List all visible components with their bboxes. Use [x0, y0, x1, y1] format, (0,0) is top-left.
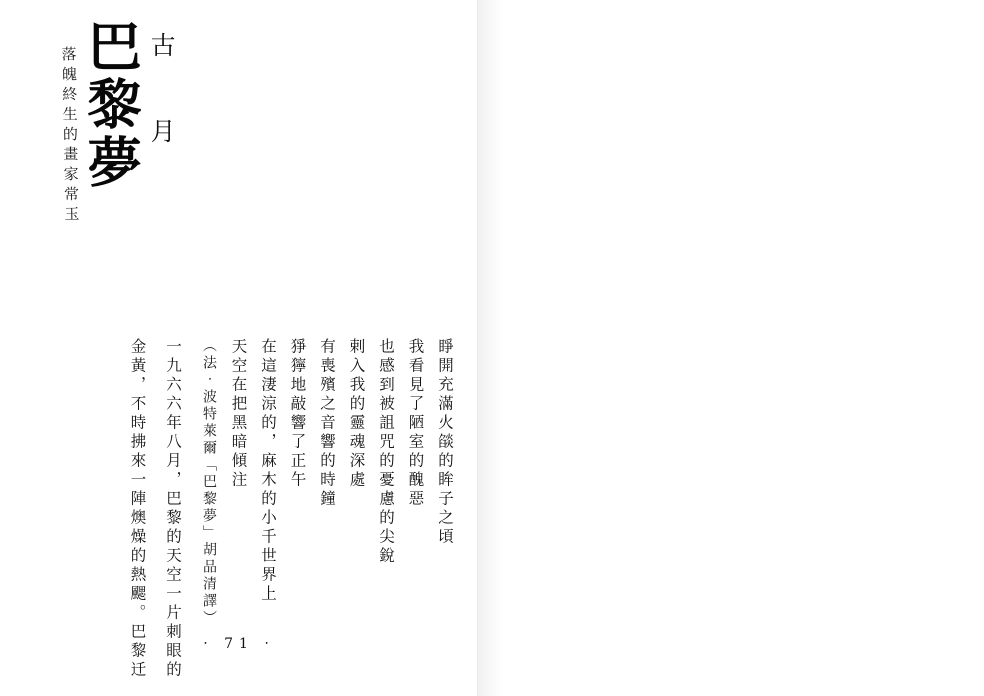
poem-line: 猙獰地敲響了正午 [288, 338, 307, 490]
poem-line: 我看見了陋室的醜惡 [406, 338, 425, 509]
poem-line: 睜開充滿火燄的眸子之頃 [436, 338, 454, 547]
author-name: 古 月 [147, 32, 177, 159]
page-number: ‧ 71 ‧ [203, 636, 275, 652]
chapter-title-block [59, 18, 177, 228]
poem-line: 有喪殯之音響的時鐘 [318, 338, 336, 509]
facing-page-blank [504, 0, 984, 696]
poem-credit: （法‧波特萊爾「巴黎夢」胡品清譯） [201, 338, 217, 627]
prose-line: 一九六六年八月，巴黎的天空一片刺眼的 [164, 338, 182, 680]
page-edge-divider [477, 0, 478, 696]
poem-line: 剌入我的靈魂深處 [347, 338, 366, 490]
page-title: 巴黎夢 [79, 18, 144, 192]
prose-line: 金黃，不時拂來一陣燠燥的熱颸。巴黎迁 [128, 338, 147, 680]
poem-line: 也感到被詛咒的憂慮的尖銳 [377, 338, 395, 566]
page-gutter-shadow [478, 0, 504, 696]
chapter-subtitle: 落魄終生的畫家常玉 [59, 45, 81, 227]
poem-line: 在這淒涼的，麻木的小千世界上 [259, 338, 277, 604]
poem-line: 天空在把黑暗傾注 [229, 338, 248, 490]
